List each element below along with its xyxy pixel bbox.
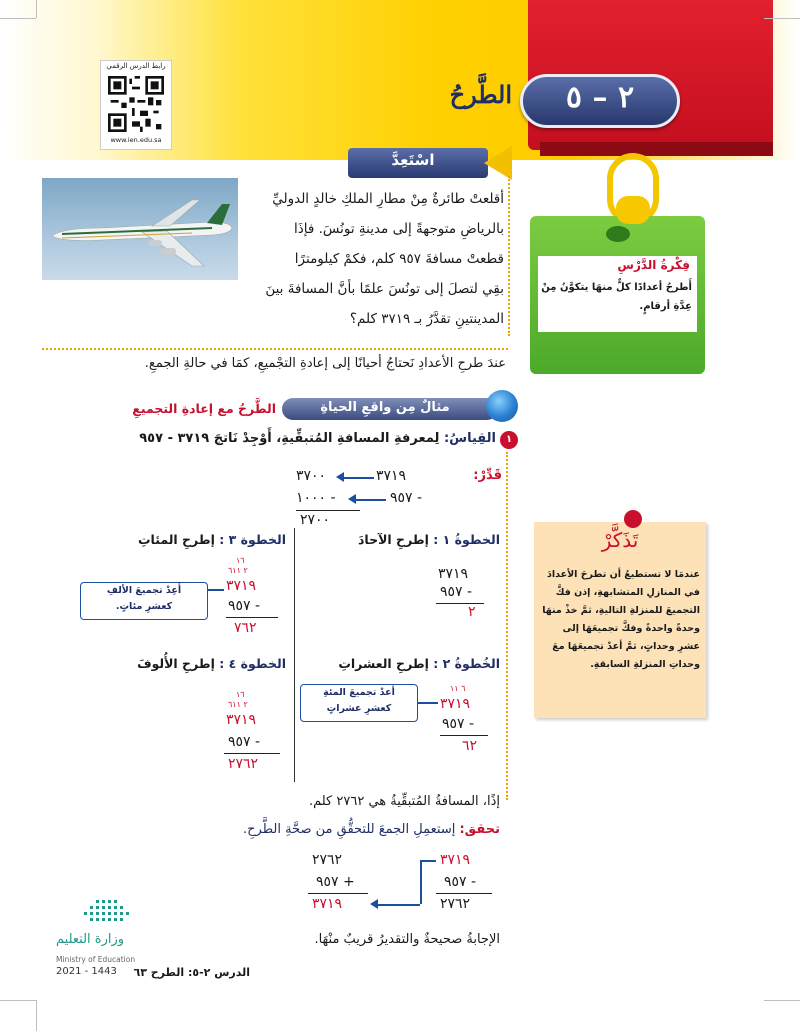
- step-3-note-line: أَعِدْ تجميعَ الألفِ: [106, 585, 182, 596]
- ministry-name-en: Ministry of Education: [56, 955, 136, 964]
- estimate-rounded-top: ٣٧٠٠: [296, 468, 327, 484]
- dotted-divider: [42, 348, 508, 350]
- estimate-arrow: [352, 499, 386, 501]
- step-2-arrow: [418, 702, 438, 704]
- step-4-action: إطرحِ الأُلوفَ: [137, 656, 215, 671]
- step-2-result: ٦٢: [462, 738, 478, 754]
- step-2-carry: ٦ ١١: [450, 684, 466, 693]
- step-3-note: [80, 582, 208, 620]
- get-ready-line: المدينتينِ تقدَّرُ بـ ٣٧١٩ كلم؟: [349, 311, 504, 327]
- estimate-label: قَدِّرْ:: [473, 468, 502, 483]
- get-ready-line: بالرياضِ متوجهةً إلى مدينةِ تونُسَ. فإذَا: [294, 221, 504, 237]
- footer-page-label: الدرس ٢-٥: الطرح ٦٣: [133, 966, 250, 979]
- step-4-number: الخطوة ٤ :: [219, 656, 286, 671]
- header-red-shadow: [540, 142, 773, 156]
- question-number-badge: ١: [500, 431, 518, 449]
- example-label: مثالٌ مِن واقعِ الحياةِ: [320, 400, 450, 415]
- remember-title: تَذَكَّرْ: [601, 528, 639, 552]
- airplane-icon: [42, 178, 238, 280]
- step-3-note-line: كعشرِ مئاتٍ.: [115, 601, 173, 612]
- lesson-idea-title: فِكْرةُ الدَّرْسِ: [617, 258, 690, 272]
- column-divider: [294, 528, 295, 782]
- crop-mark: [0, 18, 36, 19]
- step-2-sub: ٩٥٧ -: [442, 716, 475, 732]
- question-text: [100, 431, 496, 446]
- question-body: لِمعرفةِ المسافةِ المُتبقِّيةِ، أَوْجِدْ نَاتجَ ٣٧١٩ - ٩٥٧: [139, 431, 444, 446]
- step-2-note-line: كعشرِ عشراتٍ: [326, 703, 392, 714]
- lesson-title: الطَّرحُ: [449, 80, 512, 109]
- step-2-rule: [440, 735, 488, 736]
- example-subtitle: الطَّرحُ مع إعادةِ التجميعِ: [132, 401, 276, 416]
- tag-knot-icon: [616, 196, 650, 224]
- step-3-sub: ٩٥٧ -: [228, 598, 261, 614]
- step-4-carry-top: ١٦: [236, 690, 245, 699]
- ministry-name-ar: وزارة التعليم: [56, 932, 125, 947]
- step-1-title: [330, 532, 500, 547]
- step-4-sub: ٩٥٧ -: [228, 734, 261, 750]
- step-3-result: ٧٦٢: [234, 620, 257, 636]
- check-add-rule: [308, 893, 368, 894]
- qr-label: رابط الدرس الرقمي: [106, 62, 166, 70]
- get-ready-text: [238, 184, 504, 334]
- step-1-action: إطرحِ الآحادَ: [358, 532, 429, 547]
- check-line: [100, 822, 500, 837]
- step-1-number: الخطوةُ ١ :: [433, 532, 500, 547]
- final-answer-text: الإجابةُ صحيحةٌ والتقديرُ قريبٌ منْهَا.: [314, 932, 500, 947]
- crop-mark: [0, 1000, 36, 1001]
- estimate-arrow: [340, 477, 374, 479]
- step-3-top: ٣٧١٩: [226, 578, 257, 594]
- step-2-title: [330, 656, 500, 671]
- qr-code-icon[interactable]: [108, 76, 164, 132]
- conclusion-text: إذًا، المسافةُ المُتبقِّيةُ هي ٢٧٦٢ كلم.: [308, 794, 500, 809]
- tag-hole: [606, 226, 630, 242]
- check-connector: [376, 904, 420, 906]
- remember-text: عندمَا لا تستطيعُ أن تطرحَ الأعدادَ في المنازلِ المتشابهةِ، إذن فكَّ التجميعَ للمنزلةِ التاليةِ، ثمَّ خذْ منهَا وحدةً واحدةً وفكَّ تجميعَهَا إلى عشرِ وحداتٍ، ثمَّ أعدْ تجميعَهَا معَ وحداتِ المنزلةِ السابقةِ.: [542, 569, 700, 670]
- step-4-result: ٢٧٦٢: [228, 756, 259, 772]
- check-sub-top: ٣٧١٩: [440, 852, 471, 868]
- step-4-top: ٣٧١٩: [226, 712, 257, 728]
- arrow-left-icon: [484, 146, 512, 180]
- arrow-left-icon: [348, 494, 356, 504]
- step-1-rule: [436, 603, 484, 604]
- dotted-divider: [506, 452, 508, 800]
- check-sub-rule: [436, 893, 492, 894]
- check-add-result: ٣٧١٩: [312, 896, 343, 912]
- estimate-original-top: ٣٧١٩: [376, 468, 407, 484]
- step-2-action: إطرحِ العشراتِ: [338, 656, 429, 671]
- lesson-number: ٢ – ٥: [565, 80, 635, 115]
- check-connector: [420, 860, 422, 904]
- step-2-number: الخُطوةُ ٢ :: [433, 656, 500, 671]
- check-connector: [420, 860, 436, 862]
- footer-year: 2021 - 1443: [56, 966, 117, 977]
- check-sub-sub: ٩٥٧ -: [444, 874, 477, 890]
- step-3-title: [100, 532, 286, 547]
- globe-icon: [486, 390, 518, 422]
- intro-text: عندَ طرحِ الأعدادِ نَحتاجُ أحيانًا إلى إعادةِ التجْميعِ، كمَا في حالةِ الجمعِ.: [144, 356, 506, 371]
- step-1-result: ٢: [468, 604, 476, 620]
- estimate-original-sub: ٩٥٧ -: [390, 490, 423, 506]
- check-sub-result: ٢٧٦٢: [440, 896, 471, 912]
- question-keyword: القِياسُ:: [443, 431, 496, 446]
- ministry-logo-icon: [56, 896, 156, 930]
- qr-url[interactable]: www.ien.edu.sa: [110, 136, 162, 144]
- estimate-rounded-sub: ١٠٠٠ -: [296, 490, 336, 506]
- step-3-arrow: [208, 589, 224, 591]
- step-1-top: ٣٧١٩: [438, 566, 469, 582]
- check-label: تحقق:: [459, 822, 500, 837]
- arrow-left-icon: [370, 899, 378, 909]
- step-1-sub: ٩٥٧ -: [440, 584, 473, 600]
- pushpin-icon: [624, 510, 642, 528]
- crop-mark: [764, 18, 800, 19]
- get-ready-label: اسْتَعِدَّ: [391, 151, 435, 169]
- check-add-add: ٩٥٧ +: [316, 874, 355, 890]
- step-3-action: إطرحِ المئاتِ: [137, 532, 215, 547]
- step-4-rule: [224, 753, 280, 754]
- step-2-note-line: أعدْ تجميعَ المئةِ: [323, 687, 395, 698]
- step-3-carry-top: ١٦: [236, 556, 245, 565]
- lesson-idea-text: أَطرحُ أعدادًا كلٌّ منهَا يتكوَّنُ مِنْ عِدَّةِ أرقامٍ.: [541, 282, 692, 312]
- step-4-title: [100, 656, 286, 671]
- step-3-number: الخطوة ٣ :: [219, 532, 286, 547]
- step-3-carry: ٢ ٦١١: [228, 566, 248, 575]
- step-2-top: ٣٧١٩: [440, 696, 471, 712]
- step-3-rule: [226, 617, 278, 618]
- arrow-left-icon: [336, 472, 344, 482]
- estimate-result: ٢٧٠٠: [300, 512, 331, 528]
- get-ready-line: أقلعتْ طائرةٌ مِنْ مطارِ الملكِ خالدٍ الدوليِّ: [272, 191, 504, 207]
- check-text: إستعمِلِ الجمعَ للتحقُّقِ من صحَّةِ الطَّرحِ.: [243, 822, 460, 837]
- dotted-divider: [508, 176, 510, 336]
- step-2-note: [300, 684, 418, 722]
- crop-mark: [764, 1000, 800, 1001]
- crop-mark: [36, 1000, 37, 1031]
- get-ready-line: قطعتْ مسافةَ ٩٥٧ كلم، فكمْ كيلومترًا: [294, 251, 504, 267]
- check-add-top: ٢٧٦٢: [312, 852, 343, 868]
- get-ready-line: بقِي لتصلَ إلى تونُسَ علمًا بأنَّ المسافةَ بينَ: [265, 281, 504, 297]
- step-4-carry: ٢ ٦١١: [228, 700, 248, 709]
- crop-mark: [36, 0, 37, 18]
- estimate-rule: [296, 510, 360, 511]
